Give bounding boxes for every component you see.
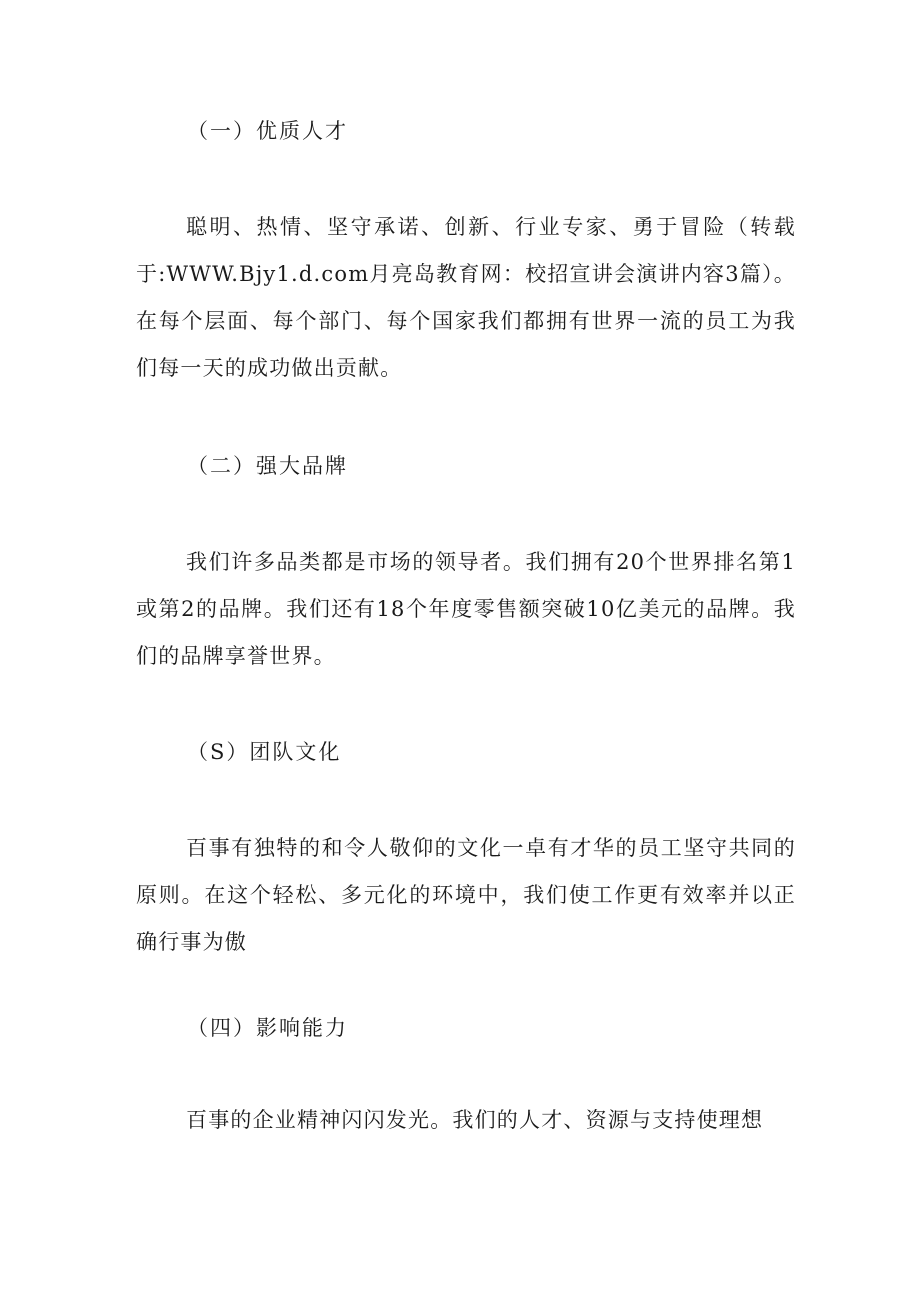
section-body-influence: 百事的企业精神闪闪发光。我们的人才、资源与支持使理想 [186, 1108, 764, 1132]
section-heading-talent: （一）优质人才 [187, 119, 348, 143]
section-heading-culture: （S）团队文化 [187, 740, 342, 764]
section-body-culture: 百事有独特的和令人敬仰的文化一卓有才华的员工坚守共同的原则。在这个轻松、多元化的环境中，我们使工作更有效率并以正确行事为傲 [136, 836, 796, 954]
section-heading-brand: （二）强大品牌 [187, 454, 348, 478]
section-body-talent: 聪明、热情、坚守承诺、创新、行业专家、勇于冒险（转载于:WWW.Bjy1.d.com月亮岛教育网：校招宣讲会演讲内容3篇）。在每个层面、每个部门、每个国家我们都拥有世界一流的员工为我们每一天的成功做出贡献。 [136, 215, 796, 380]
section-body-brand: 我们许多品类都是市场的领导者。我们拥有20个世界排名第1或第2的品牌。我们还有18个年度零售额突破10亿美元的品牌。我们的品牌享誉世界。 [136, 550, 796, 668]
section-heading-influence: （四）影响能力 [187, 1016, 348, 1040]
